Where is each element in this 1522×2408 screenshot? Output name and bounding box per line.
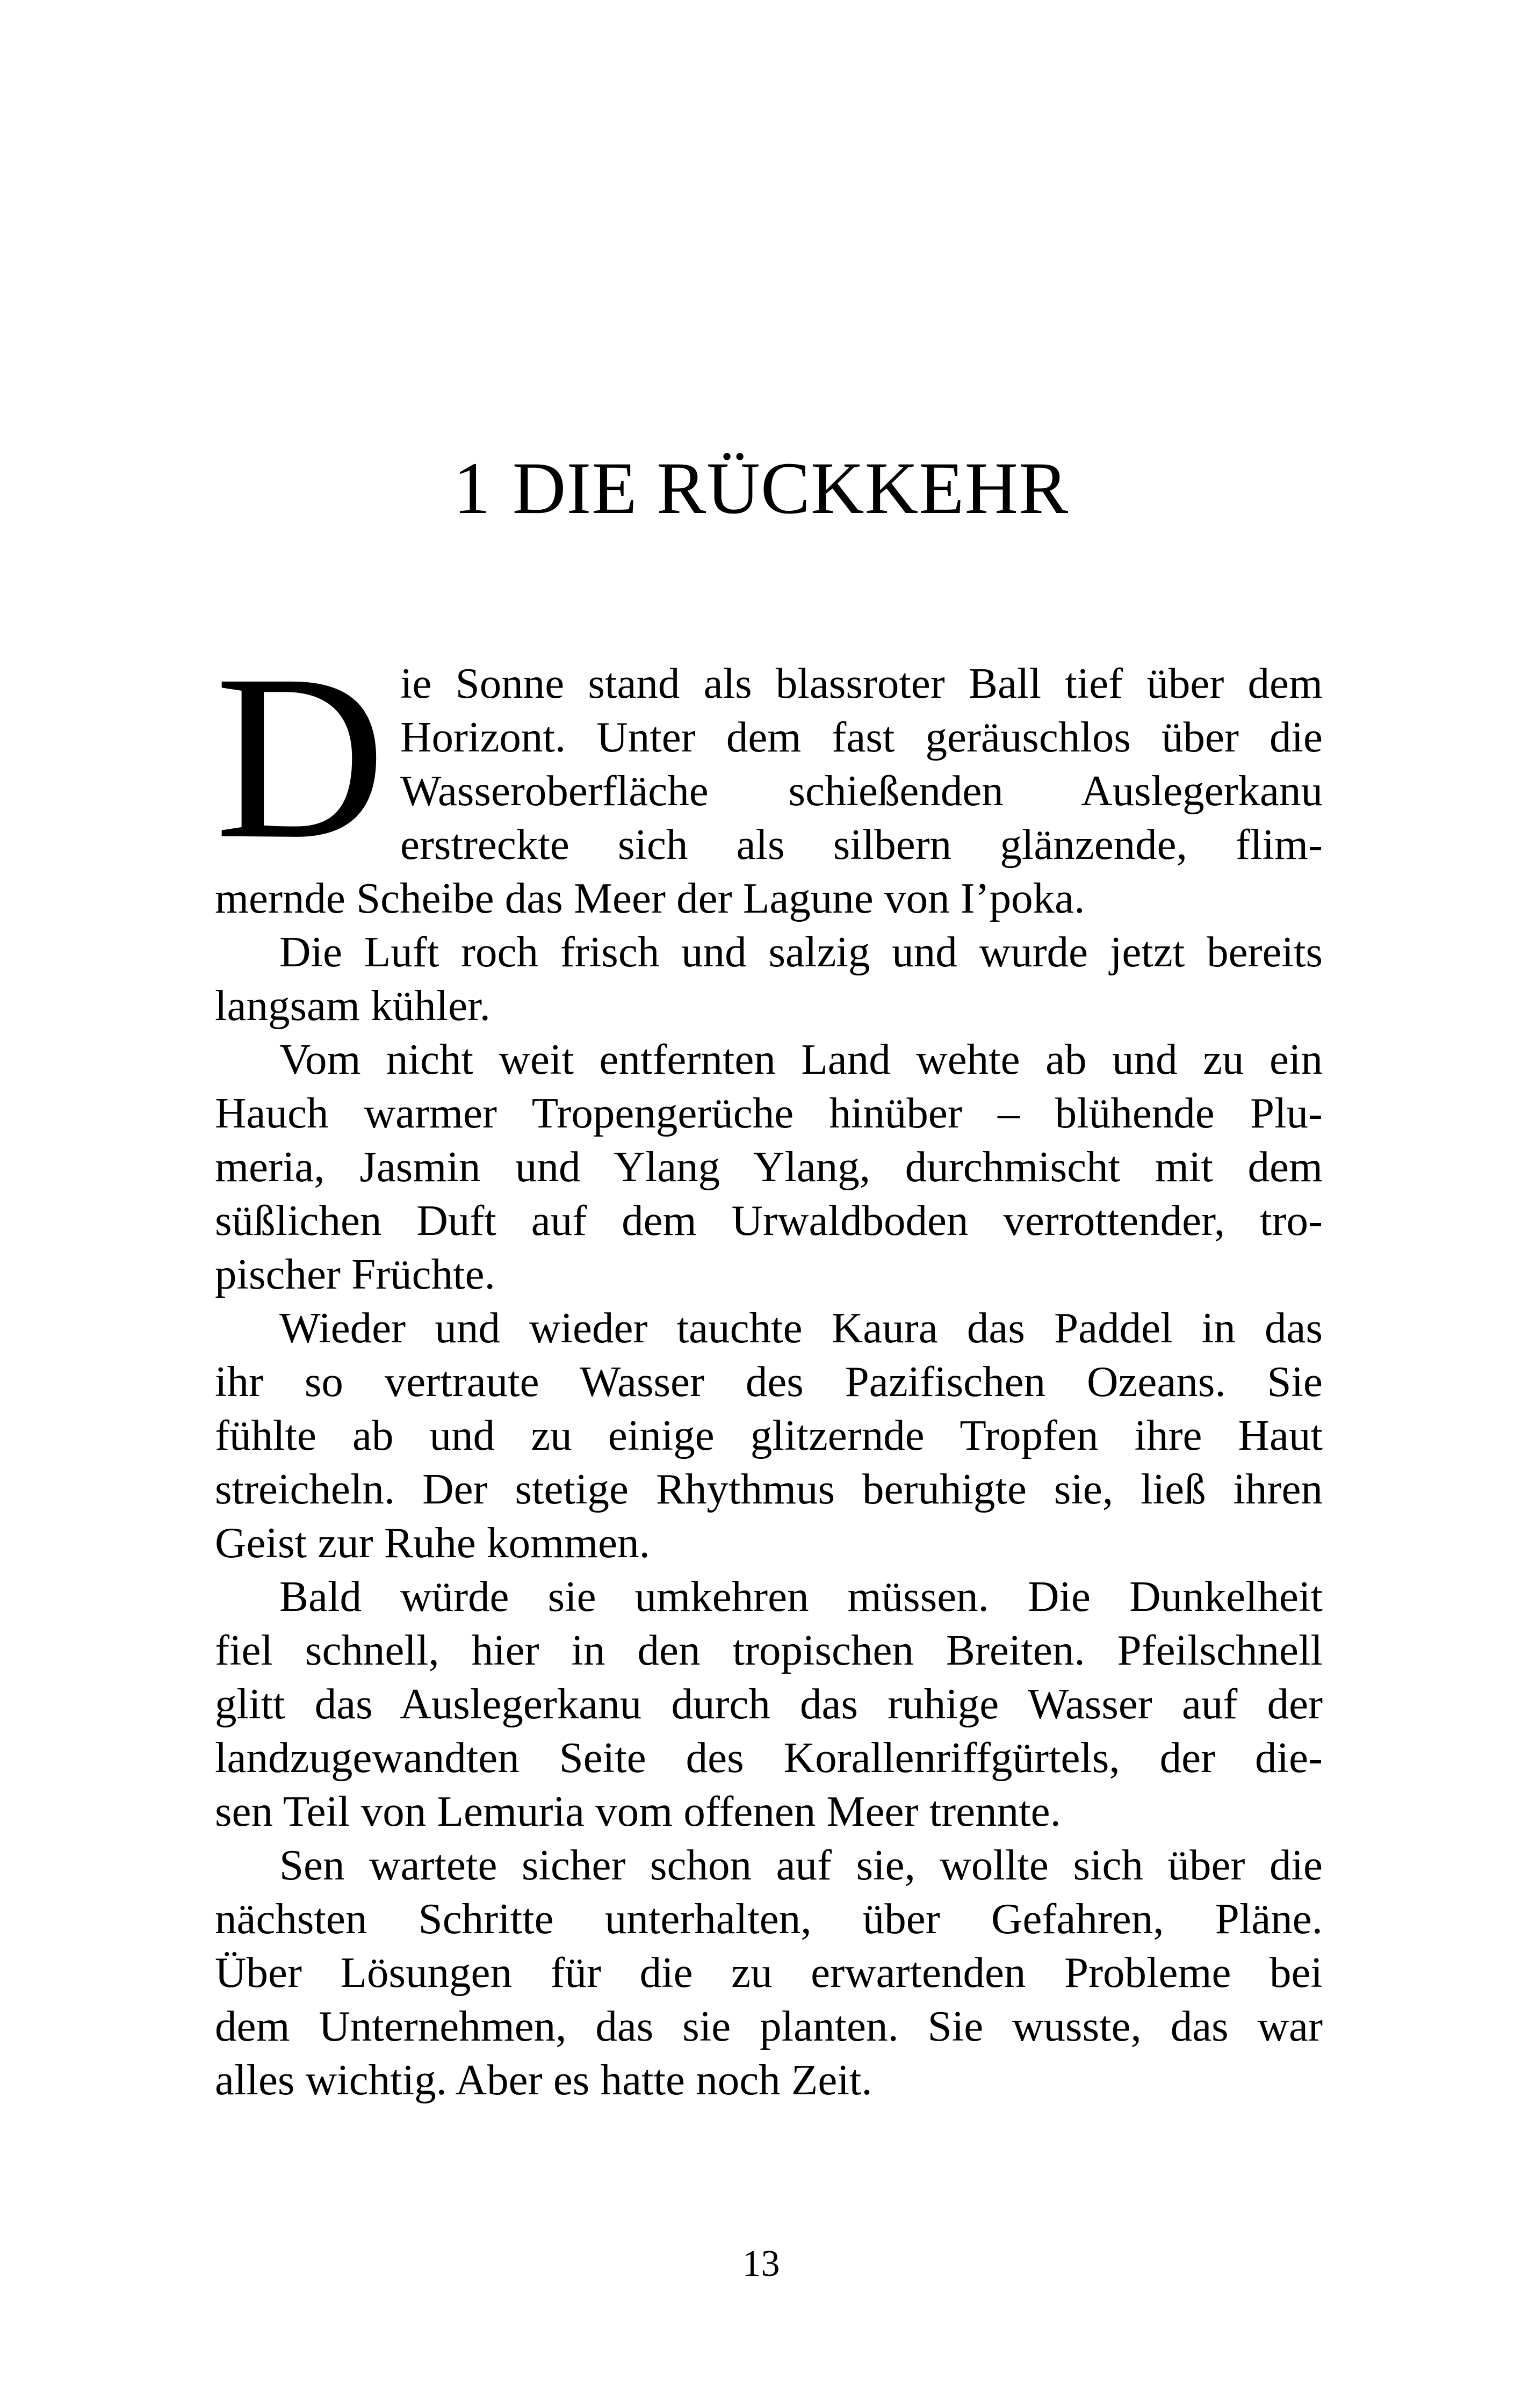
chapter-body-text — [215, 656, 1323, 2107]
text-line: Wasseroberfläche schießenden Auslegerkanu — [400, 766, 1323, 815]
text-line: Vom nicht weit entfernten Land wehte ab und zu ein — [279, 1035, 1323, 1083]
text-line: Geist zur Ruhe kommen. — [215, 1518, 650, 1567]
text-line: Die Luft roch frisch und salzig und wurde jetzt bereits — [279, 928, 1323, 976]
text-line: nächsten Schritte unterhalten, über Gefahren, Pläne. — [215, 1894, 1323, 1943]
text-line: Über Lösungen für die zu erwartenden Probleme bei — [215, 1948, 1323, 1997]
text-line: ihr so vertraute Wasser des Pazifischen Ozeans. Sie — [215, 1357, 1323, 1406]
text-line: Bald würde sie umkehren müssen. Die Dunkelheit — [279, 1572, 1323, 1621]
text-line: mernde Scheibe das Meer der Lagune von I’poka. — [215, 874, 1085, 922]
text-line: süßlichen Duft auf dem Urwaldboden verrottender, tro- — [215, 1196, 1323, 1245]
text-line: ie Sonne stand als blassroter Ball tief über dem — [400, 659, 1323, 707]
page-number: 13 — [742, 2243, 780, 2284]
chapter-number: 1 — [453, 447, 491, 529]
text-line: sen Teil von Lemuria vom offenen Meer trennte. — [215, 1787, 1061, 1835]
drop-cap-initial: D — [215, 626, 386, 888]
text-line: Hauch warmer Tropengerüche hinüber – blühende Plu- — [215, 1089, 1323, 1137]
chapter-heading — [215, 447, 1307, 529]
text-line: landzugewandten Seite des Korallenriffgürtels, der die- — [215, 1733, 1323, 1782]
text-line: Sen wartete sicher schon auf sie, wollte sich über die — [279, 1841, 1323, 1889]
text-line: alles wichtig. Aber es hatte noch Zeit. — [215, 2056, 872, 2104]
chapter-title: DIE RÜCKKEHR — [512, 447, 1069, 529]
text-line: Wieder und wieder tauchte Kaura das Paddel in das — [279, 1304, 1323, 1352]
text-line: erstreckte sich als silbern glänzende, flim- — [400, 820, 1323, 869]
text-line: meria, Jasmin und Ylang Ylang, durchmischt mit dem — [215, 1142, 1323, 1191]
text-line: glitt das Auslegerkanu durch das ruhige Wasser auf der — [215, 1680, 1323, 1728]
text-line: streicheln. Der stetige Rhythmus beruhigte sie, ließ ihren — [215, 1465, 1323, 1513]
text-line: fühlte ab und zu einige glitzernde Tropfen ihre Haut — [215, 1411, 1323, 1459]
text-line: langsam kühler. — [215, 981, 490, 1030]
text-line: dem Unternehmen, das sie planten. Sie wusste, das war — [215, 2002, 1323, 2050]
text-line: pischer Früchte. — [215, 1250, 495, 1298]
text-line: Horizont. Unter dem fast geräuschlos über die — [400, 713, 1323, 761]
text-line: fiel schnell, hier in den tropischen Breiten. Pfeilschnell — [215, 1626, 1323, 1674]
